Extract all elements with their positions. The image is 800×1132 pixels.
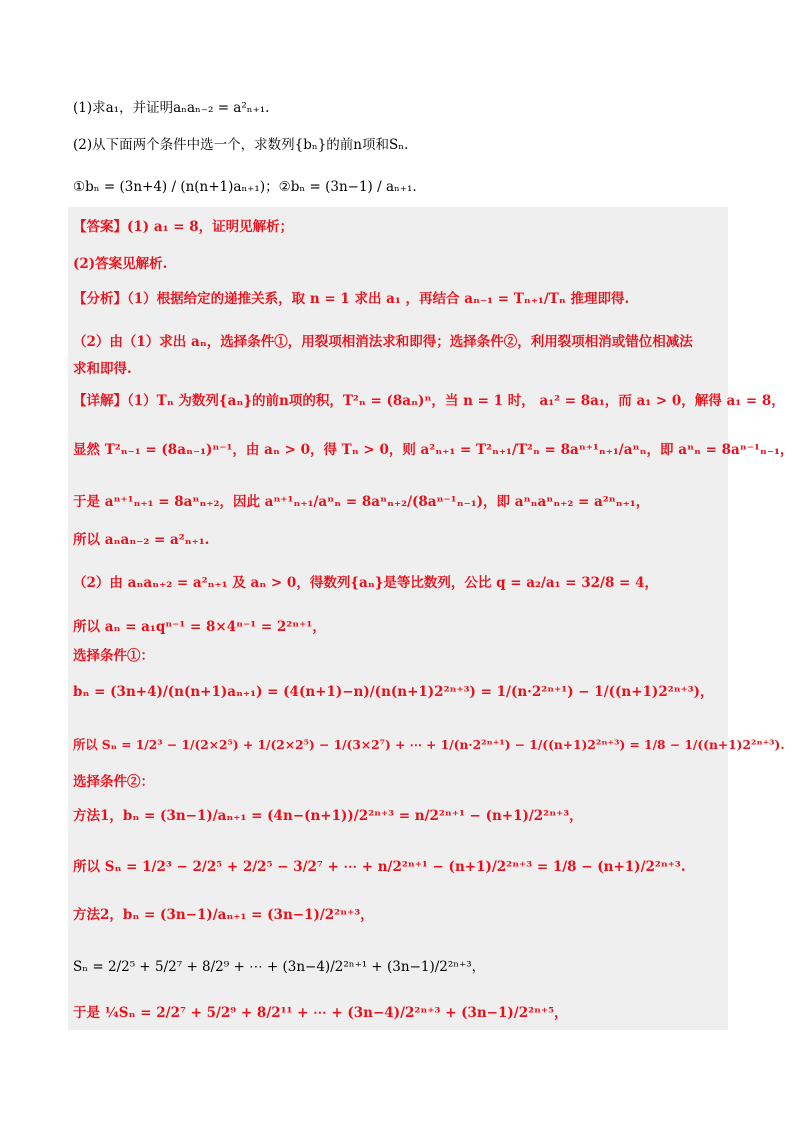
detail-line-9: 方法1，bₙ = (3n−1)/aₙ₊₁ = (4n−(n+1))/2²ⁿ⁺³ = n/2²ⁿ⁺¹ − (n+1)/2²ⁿ⁺³，: [73, 808, 583, 824]
analysis-line-2: （2）由（1）求出 aₙ，选择条件①，用裂项相消法求和即得；选择条件②，利用裂项相消或错位相减法: [73, 334, 693, 350]
answer-part2: (2)答案见解析.: [73, 256, 168, 272]
analysis-label: 【分析】: [73, 291, 127, 307]
question-part1: (1)求a₁，并证明aₙaₙ₋₂ = a²ₙ₊₁.: [73, 100, 270, 116]
detail-line-1: [73, 391, 785, 411]
detail-line-7: bₙ = (3n+4)/(n(n+1)aₙ₊₁) = (4(n+1)−n)/(n(n+1)2²ⁿ⁺³) = 1/(n·2²ⁿ⁺¹) − 1/((n+1)2²ⁿ⁺³)，: [73, 684, 714, 700]
detail-text-1: （1）Tₙ 为数列{aₙ}的前n项的积，T²ₙ = (8aₙ)ⁿ，当 n = 1 时， a₁² = 8a₁，而 a₁ > 0，解得 a₁ = 8，: [127, 393, 785, 409]
detail-line-10: 所以 Sₙ = 1/2³ − 2/2⁵ + 2/2⁵ − 3/2⁷ + ⋯ + n/2²ⁿ⁺¹ − (n+1)/2²ⁿ⁺³ = 1/8 − (n+1)/2²ⁿ⁺³.: [73, 859, 686, 875]
detail-line-6: 所以 aₙ = a₁qⁿ⁻¹ = 8×4ⁿ⁻¹ = 2²ⁿ⁺¹，: [73, 619, 326, 635]
analysis-line-1: [73, 289, 629, 309]
analysis-text-1: （1）根据给定的递推关系，取 n = 1 求出 a₁ ，再结合 aₙ₋₁ = Tₙ₊₁/Tₙ 推理即得.: [127, 291, 630, 307]
detail-line-13: 于是 ¼Sₙ = 2/2⁷ + 5/2⁹ + 8/2¹¹ + ⋯ + (3n−4)/2²ⁿ⁺³ + (3n−1)/2²ⁿ⁺⁵，: [73, 1005, 568, 1021]
question-conditions: ①bₙ = (3n+4) / (n(n+1)aₙ₊₁)；②bₙ = (3n−1) / aₙ₊₁.: [73, 179, 417, 195]
condition-2-label: 选择条件②：: [73, 774, 154, 790]
detail-line-4: 所以 aₙaₙ₋₂ = a²ₙ₊₁.: [73, 532, 210, 548]
analysis-line-3: 求和即得.: [73, 361, 132, 377]
condition-1-label: 选择条件①：: [73, 648, 154, 664]
detail-label: 【详解】: [73, 393, 127, 409]
detail-line-3: 于是 aⁿ⁺¹ₙ₊₁ = 8aⁿₙ₊₂，因此 aⁿ⁺¹ₙ₊₁/aⁿₙ = 8aⁿₙ₊₂/(8aⁿ⁻¹ₙ₋₁)，即 aⁿₙaⁿₙ₊₂ = a²ⁿₙ₊₁，: [73, 494, 650, 510]
detail-line-5: （2）由 aₙaₙ₊₂ = a²ₙ₊₁ 及 aₙ > 0，得数列{aₙ}是等比数列，公比 q = a₂/a₁ = 32/8 = 4，: [73, 575, 658, 591]
answer-line-1: [73, 217, 293, 237]
question-part2: (2)从下面两个条件中选一个，求数列{bₙ}的前n项和Sₙ.: [73, 137, 409, 153]
detail-line-12: Sₙ = 2/2⁵ + 5/2⁷ + 8/2⁹ + ⋯ + (3n−4)/2²ⁿ⁺¹ + (3n−1)/2²ⁿ⁺³，: [73, 959, 486, 975]
detail-line-2: 显然 T²ₙ₋₁ = (8aₙ₋₁)ⁿ⁻¹，由 aₙ > 0，得 Tₙ > 0，则 a²ₙ₊₁ = T²ₙ₊₁/T²ₙ = 8aⁿ⁺¹ₙ₊₁/aⁿₙ，即 aⁿₙ = 8aⁿ⁻¹ₙ₋₁，: [73, 442, 794, 458]
detail-line-11: 方法2，bₙ = (3n−1)/aₙ₊₁ = (3n−1)/2²ⁿ⁺³，: [73, 907, 374, 923]
answer-part1: (1) a₁ = 8，证明见解析；: [127, 219, 294, 235]
detail-line-8: 所以 Sₙ = 1/2³ − 1/(2×2⁵) + 1/(2×2⁵) − 1/(3×2⁷) + ⋯ + 1/(n·2²ⁿ⁺¹) − 1/((n+1)2²ⁿ⁺³) = 1/8 − 1/((n+1)2²ⁿ⁺³).: [73, 737, 785, 752]
answer-label: 【答案】: [73, 219, 127, 235]
